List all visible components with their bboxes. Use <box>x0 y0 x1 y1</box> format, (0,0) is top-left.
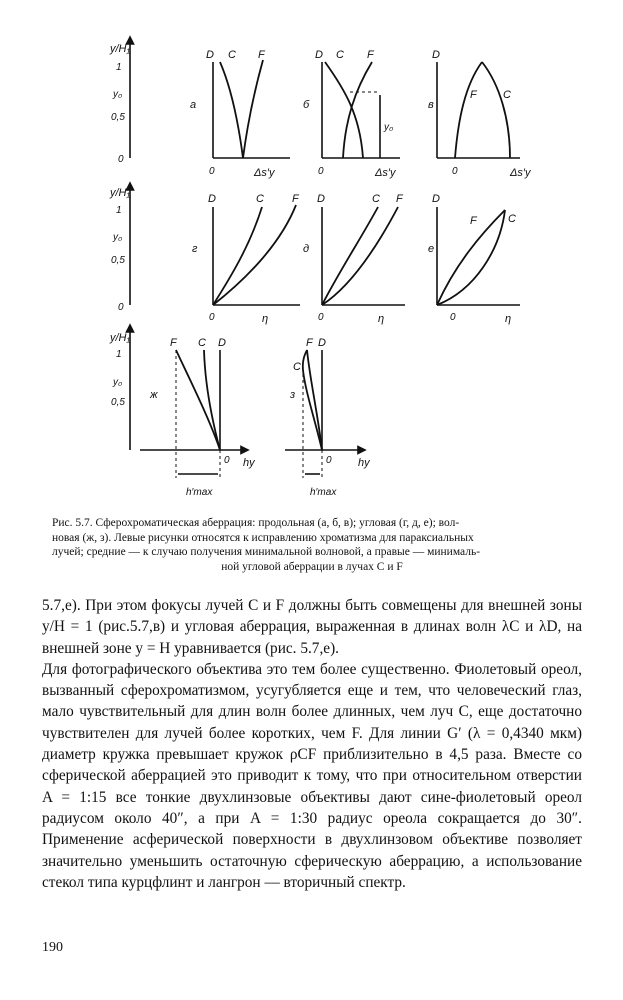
hy-label: hy <box>358 457 370 469</box>
label-C: C <box>198 337 206 349</box>
panel-d <box>303 193 405 325</box>
body-text <box>42 595 582 893</box>
curve-F <box>176 350 220 450</box>
ds-label: Δs′y <box>375 167 396 179</box>
label-D: D <box>208 193 216 205</box>
label-D: D <box>206 49 214 61</box>
tick-0: 0 <box>118 154 124 165</box>
label-F: F <box>258 49 265 61</box>
panel-a <box>190 49 290 179</box>
panel-letter: з <box>290 389 296 401</box>
curve-C <box>213 207 262 305</box>
curve-C <box>220 62 243 158</box>
paragraph-2: Для фотографического объектива это тем более существенно. Фиолетовый ореол, вызванный сферохроматизмом, усугубляется еще и тем, что человеческий глаз, мало чувствительный для длин волн более длинных, чем луч C, еще достаточно чувствителен для лучей более коротких, чем F. Для линии G′ (λ = 0,4340 мкм) диаметр кружка превышает кружок ρCF приблизительно в 4,5 раза. Вместе со сферической аберрацией это приводит к тому, что при относительном отверстии A = 1:15 все тонкие двухлинзовые объективы дают сине-фиолетовый ореол радиусом около 40″, а при A = 1:30 радиус ореола сокращается до 30″. Применение асферической поверхности в двухлинзовом объективе позволяет значительно уменьшить остаточную сферическую аберрацию, а использование стекол типа курцфлинт и лангрон — вторичный спектр. <box>42 660 582 891</box>
label-D: D <box>318 337 326 349</box>
label-C: C <box>508 213 516 225</box>
label-D: D <box>315 49 323 61</box>
label-F: F <box>306 337 313 349</box>
panel-letter: б <box>303 99 310 111</box>
panel-letter: д <box>303 243 310 255</box>
caption-line: лучей; средние — к случаю получения минимальной волновой, а правые — минималь- <box>52 546 481 558</box>
eta-label: η <box>505 313 512 325</box>
tick-y0: y₀ <box>113 89 123 100</box>
zero-label: 0 <box>224 455 230 466</box>
curve-F <box>322 207 398 305</box>
y-axis-label: y/H₁ <box>110 187 130 199</box>
panel-zh <box>140 337 256 498</box>
label-C: C <box>336 49 344 61</box>
tick-y0: y₀ <box>113 377 123 388</box>
panel-b <box>303 49 400 179</box>
hmax-label: h′max <box>310 487 337 498</box>
tick-half: 0,5 <box>111 397 125 408</box>
eta-label: η <box>378 313 385 325</box>
zero-label: 0 <box>450 312 456 323</box>
label-C: C <box>293 361 301 373</box>
curve-C <box>303 350 322 450</box>
curve-F <box>455 62 482 158</box>
tick-half: 0,5 <box>111 112 125 123</box>
hy-label: hy <box>243 457 255 469</box>
label-F: F <box>367 49 374 61</box>
ds-label: Δs′y <box>254 167 275 179</box>
tick-0: 0 <box>118 302 124 313</box>
tick-half: 0,5 <box>111 255 125 266</box>
caption-line: новая (ж, з). Левые рисунки относятся к исправлению хроматизма для параксиальных <box>52 531 474 544</box>
zero-label: 0 <box>318 166 324 177</box>
panel-letter: г <box>192 243 198 255</box>
curve-C <box>482 62 510 158</box>
panel-letter: е <box>428 243 435 255</box>
row2-y-scale <box>109 186 131 313</box>
label-D: D <box>218 337 226 349</box>
zero-label: 0 <box>209 166 215 177</box>
row1-y-scale <box>109 40 131 165</box>
tick-y0: y₀ <box>113 232 123 243</box>
label-C: C <box>372 193 380 205</box>
label-F: F <box>470 215 477 227</box>
label-F: F <box>292 193 299 205</box>
label-D: D <box>317 193 325 205</box>
panel-letter: ж <box>150 389 158 401</box>
panel-letter: в <box>428 99 434 111</box>
label-C: C <box>503 89 511 101</box>
ds-label: Δs′y <box>510 167 531 179</box>
label-C: C <box>228 49 236 61</box>
curve-F <box>243 60 263 158</box>
zero-label: 0 <box>318 312 324 323</box>
hmax-label: h′max <box>186 487 213 498</box>
label-D: D <box>432 49 440 61</box>
page-number: 190 <box>42 940 63 955</box>
caption-line: ной угловой аберрации в лучах C и F <box>221 560 403 573</box>
curve-C <box>204 350 220 450</box>
tick-1: 1 <box>116 349 122 360</box>
panel-v <box>428 49 532 179</box>
tick-1: 1 <box>116 205 122 216</box>
figure-caption <box>52 516 572 574</box>
label-F: F <box>170 337 177 349</box>
y-axis-label: y/H₁ <box>110 332 130 344</box>
zero-label: 0 <box>209 312 215 323</box>
tick-1: 1 <box>116 62 122 73</box>
panel-z <box>285 337 371 498</box>
row3-y-scale <box>109 328 131 450</box>
zero-label: 0 <box>452 166 458 177</box>
y-axis-label: y/H₁ <box>110 43 130 55</box>
caption-line: Рис. 5.7. Сферохроматическая аберрация: продольная (а, б, в); угловая (г, д, е); вол- <box>52 517 460 529</box>
curve-F <box>213 205 296 305</box>
label-D: D <box>432 193 440 205</box>
panel-e <box>428 193 520 325</box>
paragraph-1: 5.7,е). При этом фокусы лучей C и F должны быть совмещены для внешней зоны y/H = 1 (рис.5.7,в) и угловая аберрация, выраженная в длинах волн λC и λD, на внешней зоне y = H уравнивается (рис. 5.7,е). <box>42 597 582 657</box>
label-F: F <box>396 193 403 205</box>
zero-label: 0 <box>326 455 332 466</box>
panel-letter: а <box>190 99 197 111</box>
panel-g <box>192 193 300 325</box>
y0-label: y₀ <box>384 122 394 133</box>
label-F: F <box>470 89 477 101</box>
label-C: C <box>256 193 264 205</box>
curve-C <box>343 62 372 158</box>
eta-label: η <box>262 313 269 325</box>
